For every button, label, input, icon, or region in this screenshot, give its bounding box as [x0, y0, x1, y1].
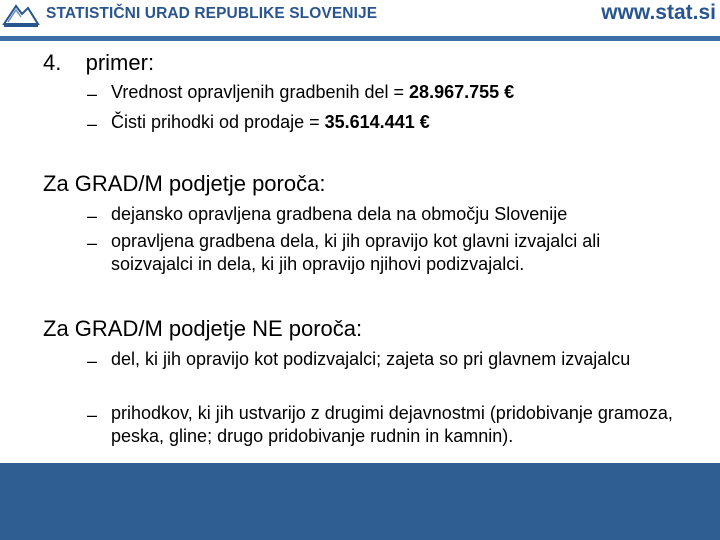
- item-label: Čisti prihodki od prodaje =: [111, 112, 325, 132]
- bullet-dash: –: [87, 351, 98, 371]
- list-item: prihodkov, ki jih ustvarijo z drugimi dejavnostmi (pridobivanje gramoza, peska, gline; drugo pridobivanje rudnin in kamnin).: [111, 403, 673, 446]
- organization-name: STATISTIČNI URAD REPUBLIKE SLOVENIJE: [46, 5, 378, 22]
- bullet-dash: –: [87, 405, 98, 425]
- slide-header: [0, 0, 720, 40]
- list-item: [111, 111, 691, 134]
- example-heading: [43, 50, 154, 76]
- list-item: dejansko opravljena gradbena dela na območju Slovenije: [111, 204, 568, 224]
- not-reports-heading: Za GRAD/M podjetje NE poroča:: [43, 316, 363, 341]
- footer-bar: [0, 463, 720, 540]
- item-value: 35.614.441 €: [324, 112, 430, 132]
- example-number: 4.: [43, 50, 62, 75]
- item-label: Vrednost opravljenih gradbenih del =: [111, 82, 410, 102]
- header-divider: [0, 36, 720, 41]
- bullet-dash: –: [87, 233, 98, 253]
- bullet-dash: –: [87, 84, 98, 104]
- example-title: primer:: [85, 50, 155, 75]
- item-value: 28.967.755 €: [409, 82, 515, 102]
- bullet-dash: –: [87, 206, 98, 226]
- reports-heading: Za GRAD/M podjetje poroča:: [43, 171, 326, 196]
- bullet-dash: –: [87, 114, 98, 134]
- list-item: opravljena gradbena dela, ki jih opravijo kot glavni izvajalci ali soizvajalci in dela, ki jih opravijo njihovi podizvajalci.: [111, 231, 601, 274]
- list-item: del, ki jih opravijo kot podizvajalci; zajeta so pri glavnem izvajalcu: [111, 349, 631, 369]
- sors-logo-icon: [2, 2, 40, 28]
- website-url[interactable]: www.stat.si: [601, 1, 716, 24]
- list-item: [111, 81, 691, 104]
